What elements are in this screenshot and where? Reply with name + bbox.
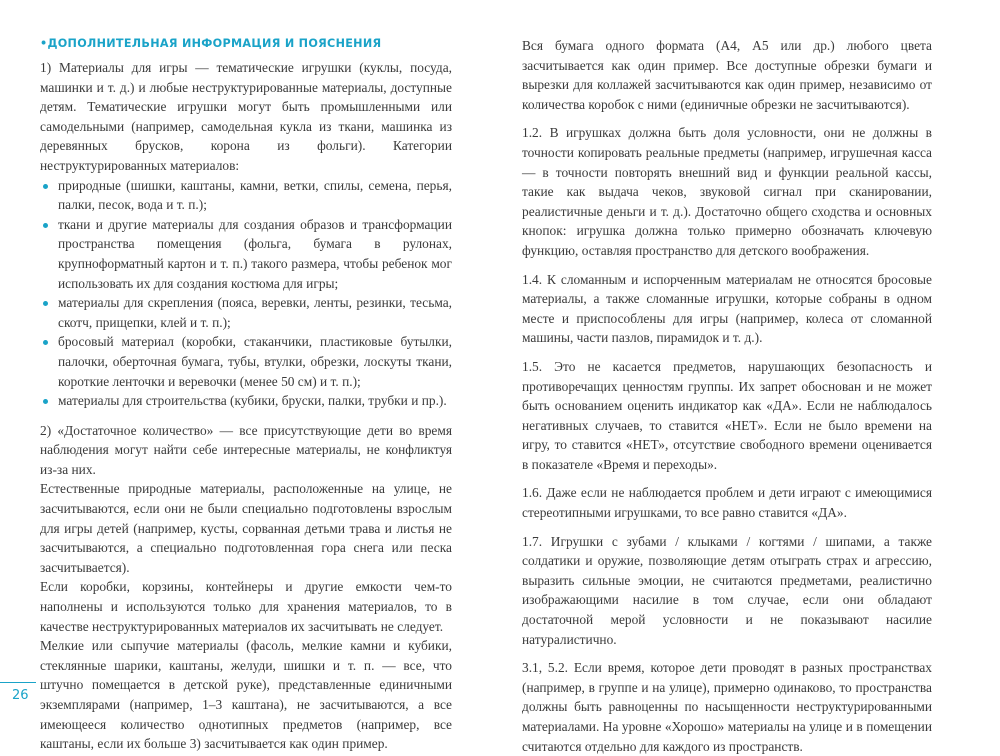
bullet-icon (43, 184, 48, 189)
footer-rule (0, 682, 36, 683)
paragraph-paper: Вся бумага одного формата (А4, А5 или др.) любого цвета засчитывается как один пример. Все доступные обрезки бумаги и вырезки для коллажей засчитываются как один пример, независимо от количества коробок с ними (единичные обрезки не засчитываются). (522, 38, 932, 112)
list-item (40, 215, 452, 293)
paragraph-1-7: 1.7. Игрушки с зубами / клыками / когтями / шипами, а также солдатики и оружие, позволяющие детям отыграть страх и агрессию, выразить сильные эмоции, не считаются предметами, реалистично изображающими насилие в том случае, если они обладают достаточной мерой условности и не показывают насилие натуралистично. (522, 533, 932, 647)
bullet-icon (43, 399, 48, 404)
paragraph-1-5: 1.5. Это не касается предметов, нарушающих безопасность и противоречащих ценностям группы. Их запрет обоснован и не может быть основанием оценить индикатор как «ДА». Если не наблюдалось негативных случаев, то ставится «НЕТ». Если не было времени на игру, то ставится «НЕТ», отсутствие свободного времени оценивается в показателе «Время и переходы». (522, 358, 932, 472)
right-column (522, 36, 932, 756)
section-heading: •ДОПОЛНИТЕЛЬНАЯ ИНФОРМАЦИЯ И ПОЯСНЕНИЯ (40, 37, 382, 50)
list-item-text: материалы для строительства (кубики, бруски, палки, трубки и пр.). (58, 393, 447, 409)
list-item (40, 391, 452, 411)
list-item (40, 293, 452, 332)
bullet-icon (43, 301, 48, 306)
paragraph-materials: 1) Материалы для игры — тематические игрушки (куклы, посуда, машинки и т. д.) и любые неструктурированные материалы, доступные детям. Тематические игрушки могут быть промышленными или самодельными (например, самодельная кукла из ткани, машинка из деревянных брусков, корона из фольги). Категории неструктурированных материалов: (40, 60, 452, 173)
list-item (40, 176, 452, 215)
paragraph-containers: Если коробки, корзины, контейнеры и другие емкости чем-то наполнены и используются только для хранения материалов, то в качестве неструктурированных материалов их засчитывать не следует. (40, 579, 452, 634)
paragraph-1-6: 1.6. Даже если не наблюдается проблем и дети играют с имеющимися стереотипными игрушками, то все равно ставится «ДА». (522, 485, 932, 521)
list-item (40, 332, 452, 391)
paragraph-natural-materials: Естественные природные материалы, расположенные на улице, не засчитываются, если они не были специально подготовлены взрослым для игры детей (например, кусты, сорванная детьми трава и листья не засчитываются, а специально подготовленная гора снега или песка засчитывается). (40, 481, 452, 575)
left-page (0, 0, 500, 752)
material-categories-list (40, 176, 452, 411)
list-item-text: природные (шишки, каштаны, камни, ветки, спилы, семена, перья, палки, песок, вода и т. п.); (58, 177, 452, 213)
left-column (40, 36, 452, 754)
bullet-icon (43, 223, 48, 228)
list-item-text: материалы для скрепления (пояса, веревки, ленты, резинки, тесьма, скотч, прищепки, клей и т. п.); (58, 295, 452, 330)
paragraph-1-2: 1.2. В игрушках должна быть доля условности, они не должны в точности копировать реальные предметы (например, игрушечная касса — в точности повторять внешний вид и функции реальной кассы, такие как выдача чеков, звуковой сигнал при сканировании, реалистичные деньги и т. д.). Достаточно общего сходства и основных кнопок: игрушка должна только примерно обозначать ключевую функцию, оставляя пространство для детского воображения. (522, 125, 932, 258)
paragraph-sufficient-quantity: 2) «Достаточное количество» — все присутствующие дети во время наблюдения могут найти себе интересные материалы, не конфликтуя из-за них. (40, 422, 452, 477)
paragraph-1-4: 1.4. К сломанным и испорченным материалам не относятся бросовые материалы, а также сломанные игрушки, которые собраны в одном месте и приспособлены для игры (например, колеса от сломанной машины, части пазлов, пирамидок и т. д.). (522, 271, 932, 346)
right-page (500, 0, 1000, 754)
list-item-text: бросовый материал (коробки, стаканчики, пластиковые бутылки, палочки, оберточная бумага, тубы, втулки, обрезки, лоскуты ткани, короткие ленточки и веревочки (менее 50 см) и т. п.); (58, 334, 452, 389)
paragraph-small-materials: Мелкие или сыпучие материалы (фасоль, мелкие камни и кубики, стеклянные шарики, каштаны, желуди, шишки и т. п. — все, что штучно помещается в детской руке), представленные единичными экземплярами (например, 1–3 каштана), не засчитываются, а все имеющееся количество однотипных предметов (например, все каштаны, если их больше 3) засчитывается как один пример. (40, 638, 452, 752)
paragraph-3-1-5-2: 3.1, 5.2. Если время, которое дети проводят в разных пространствах (например, в группе и на улице), примерно одинаково, то пространства должны быть равноценны по насыщенности неструктурированными материалами. На уровне «Хорошо» материалы на улице и в помещении считаются отдельно для каждого из пространств. (522, 660, 932, 754)
list-item-text: ткани и другие материалы для создания образов и трансформации пространства помещения (фольга, бумага в рулонах, крупноформатный картон и т. п.) такого размера, чтобы ребенок мог использовать их для создания костюма для игры; (58, 216, 452, 291)
bullet-icon (43, 340, 48, 345)
page-number: 26 (12, 688, 29, 703)
